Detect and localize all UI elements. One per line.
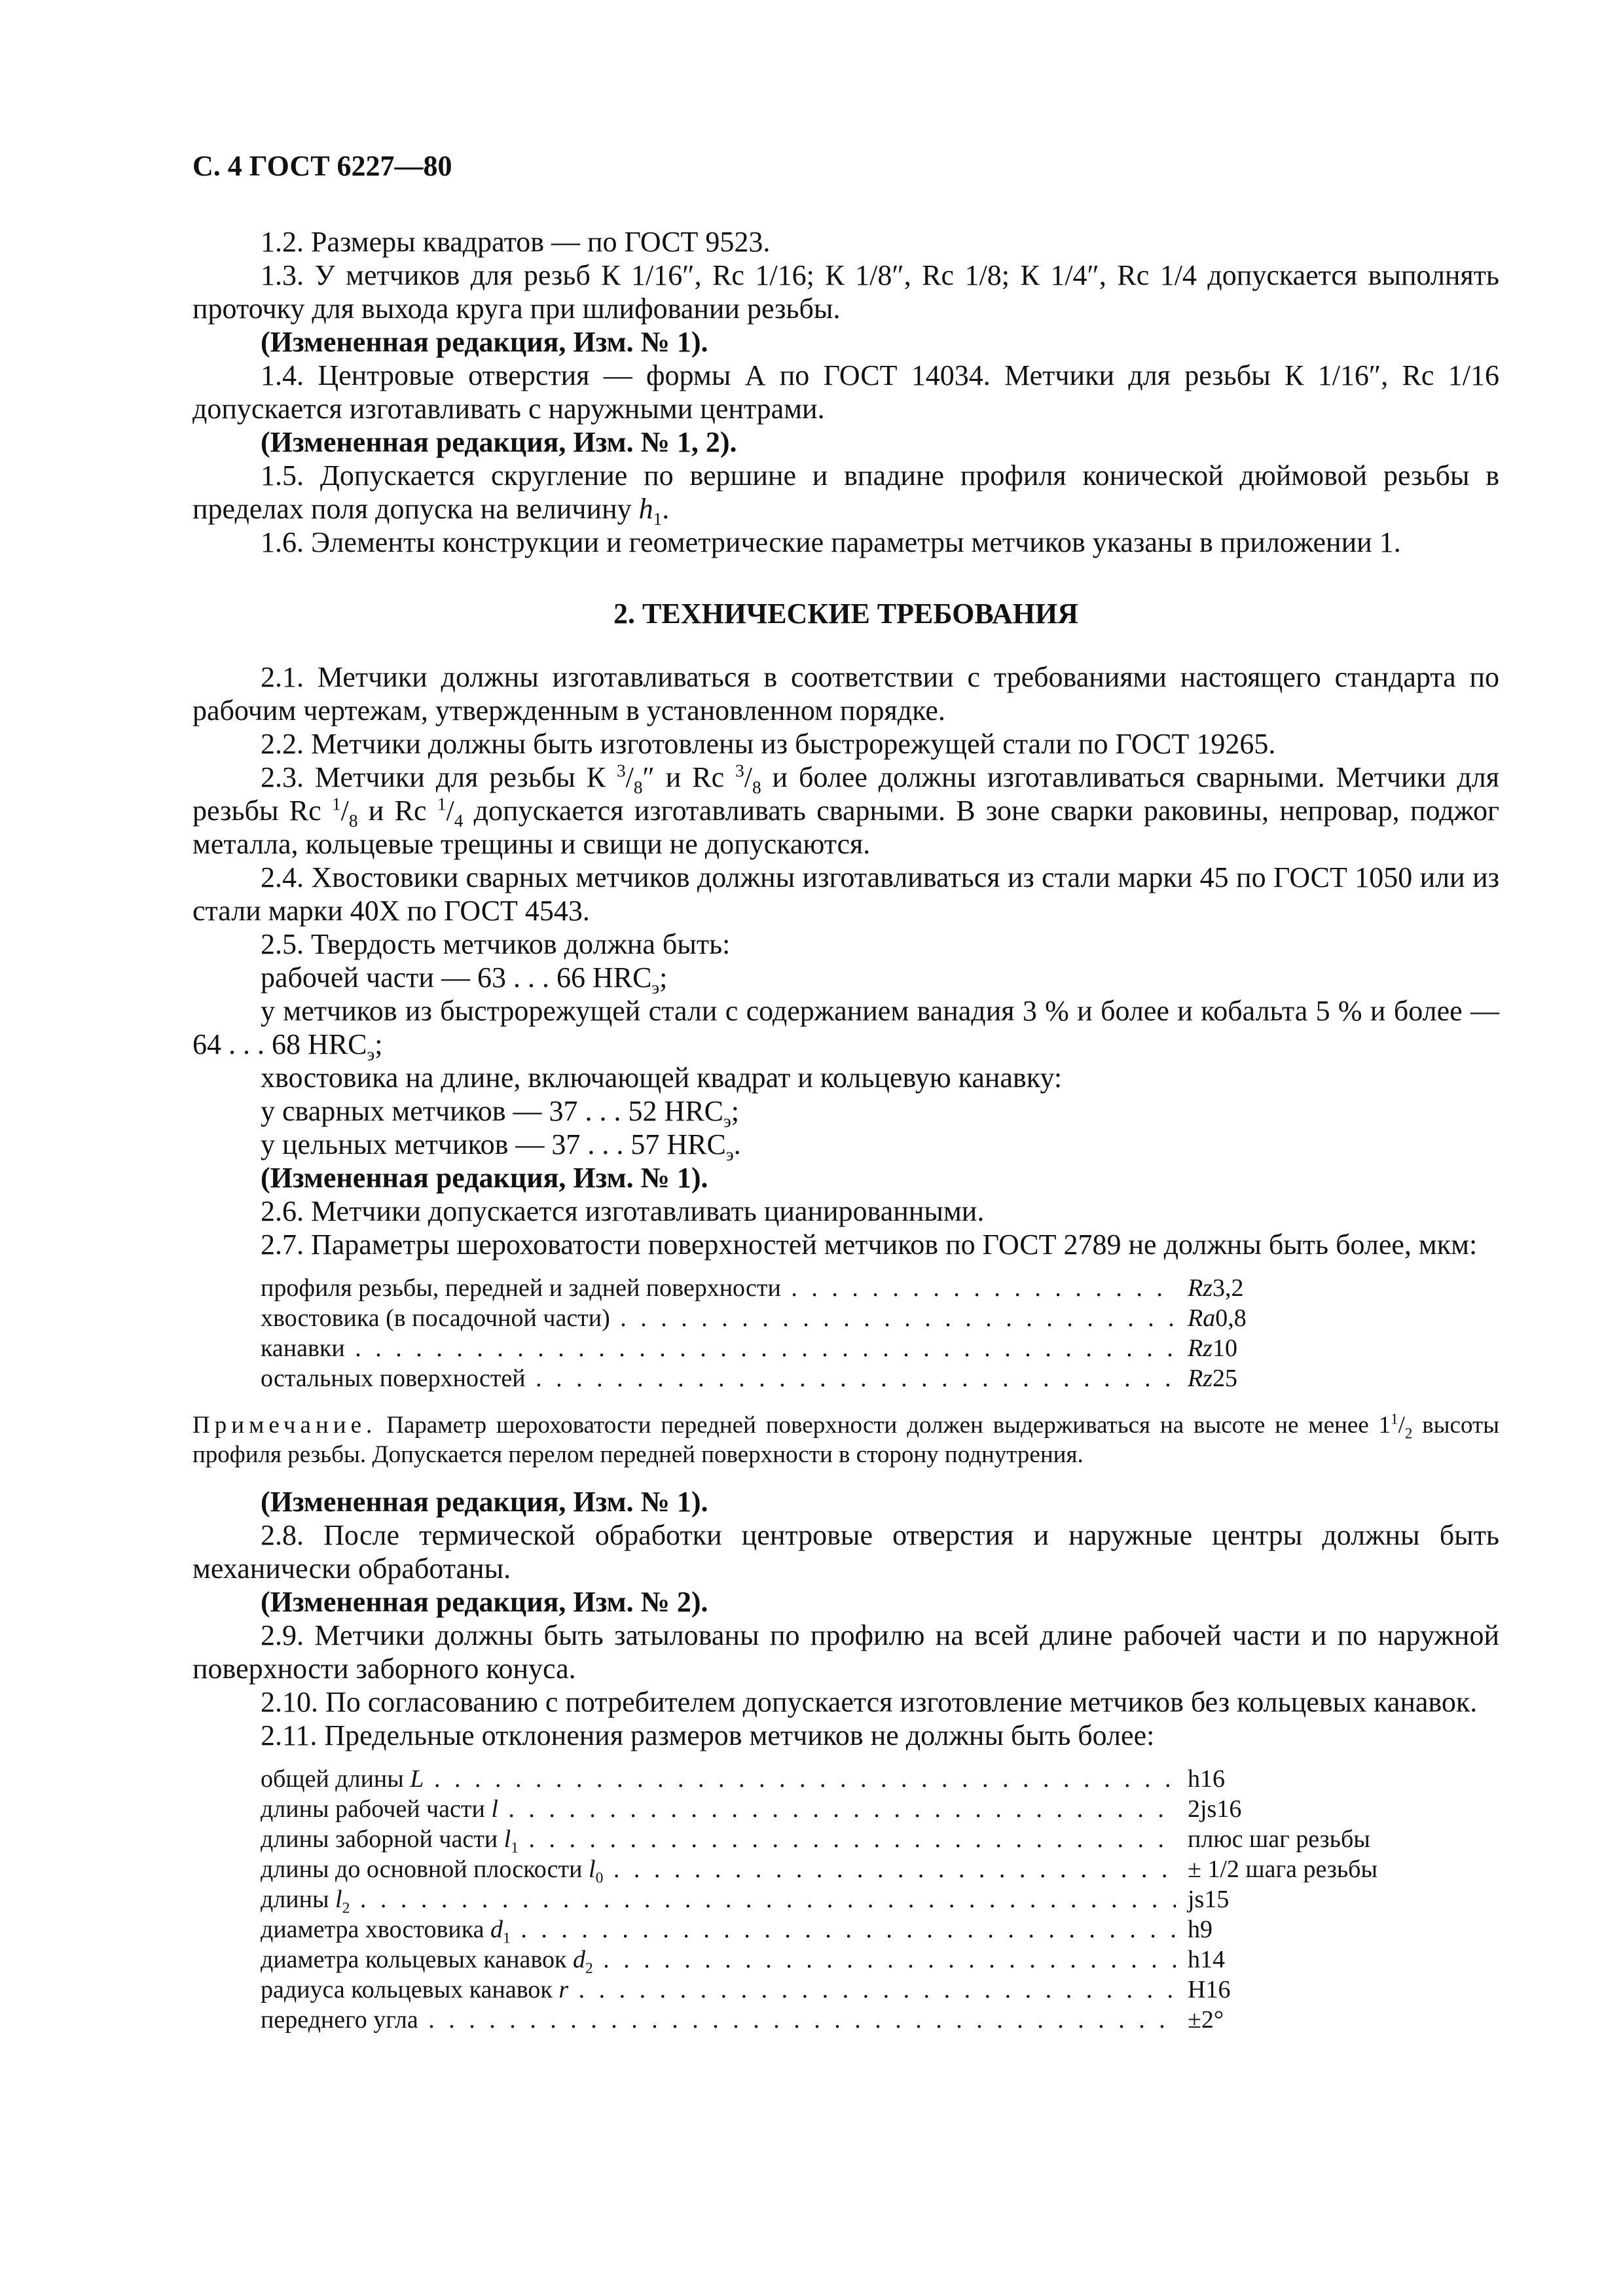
roughness-row: канавки . . . Rz10 [261, 1333, 1499, 1363]
deviation-row: диаметра хвостовика $d_1$ . . . h9 [261, 1914, 1499, 1945]
paragraph-2-7: 2.7. Параметры шероховатости поверхностей метчиков по ГОСТ 2789 не должны быть более, мкм: [261, 1229, 1478, 1261]
amendment-note: (Измененная редакция, Изм. № 1). [261, 1486, 708, 1518]
paragraph-2-2: 2.2. Метчики должны быть изготовлены из быстрорежущей стали по ГОСТ 19265. [261, 728, 1276, 760]
deviation-row: длины до основной плоскости $l_0$ . . . ± 1/2 шага резьбы [261, 1854, 1499, 1884]
hardness-working-part: рабочей части — 63 . . . 66 $HRC_э$; [261, 961, 668, 997]
paragraph-2-5: 2.5. Твердость метчиков должна быть: [261, 928, 731, 960]
roughness-list [261, 1273, 1499, 1393]
hardness-welded: у сварных метчиков — 37 . . . 52 $HRC_э$; [261, 1095, 739, 1131]
paragraph-1-5: 1.5. Допускается скругление по вершине и впадине профиля конической дюймовой резьбы в пределах поля допуска на величину $h_1$. [192, 459, 1499, 529]
paragraph-2-1: 2.1. Метчики должны изготавливаться в соответствии с требованиями настоящего стандарта по рабочим чертежам, утвержденным в установленном порядке. [192, 661, 1499, 726]
paragraph-2-10: 2.10. По согласованию с потребителем допускается изготовление метчиков без кольцевых канавок. [261, 1686, 1478, 1718]
paragraph-2-11: 2.11. Предельные отклонения размеров метчиков не должны быть более: [261, 1719, 1155, 1751]
section-heading: 2. ТЕХНИЧЕСКИЕ ТРЕБОВАНИЯ [613, 598, 1078, 630]
paragraph-2-4: 2.4. Хвостовики сварных метчиков должны изготавливаться из стали марки 45 по ГОСТ 1050 или из стали марки 40Х по ГОСТ 4543. [192, 861, 1499, 927]
paragraph-1-2: 1.2. Размеры квадратов — по ГОСТ 9523. [261, 226, 771, 258]
amendment-note: (Измененная редакция, Изм. № 1). [261, 326, 708, 358]
note: Примечание. Параметр шероховатости передней поверхности должен выдерживаться на высоте не менее $1^1/_2$ высоты профиля резьбы. Допускается перелом передней поверхности в сторону поднутрения. [192, 1410, 1499, 1468]
deviation-list [261, 1764, 1499, 2035]
roughness-row: хвостовика (в посадочной части) . . . Ra0,8 [261, 1303, 1499, 1333]
deviation-row: длины $l_2$ . . . js15 [261, 1884, 1499, 1914]
paragraph-1-4: 1.4. Центровые отверстия — формы А по ГОСТ 14034. Метчики для резьбы К 1/16″, Rc 1/16 допускается изготавливать с наружными центрами. [192, 359, 1499, 425]
amendment-note: (Измененная редакция, Изм. № 2). [261, 1586, 708, 1618]
paragraph-2-9: 2.9. Метчики должны быть затылованы по профилю на всей длине рабочей части и по наружной поверхности заборного конуса. [192, 1619, 1499, 1685]
paragraph-1-6: 1.6. Элементы конструкции и геометрические параметры метчиков указаны в приложении 1. [261, 526, 1401, 558]
roughness-row: остальных поверхностей . . . Rz25 [261, 1363, 1499, 1393]
deviation-row: переднего угла . . . ±2° [261, 2005, 1499, 2035]
amendment-note: (Измененная редакция, Изм. № 1, 2). [261, 426, 737, 458]
deviation-row: диаметра кольцевых канавок $d_2$ . . . h14 [261, 1945, 1499, 1975]
paragraph-2-6: 2.6. Метчики допускается изготавливать цианированными. [261, 1195, 985, 1227]
deviation-row: радиуса кольцевых канавок r . . . H16 [261, 1975, 1499, 2005]
hardness-hss: у метчиков из быстрорежущей стали с содержанием ванадия 3 % и более и кобальта 5 % и более — 64 . . . 68 $HRC_э$; [192, 995, 1499, 1064]
document-body [192, 225, 1499, 2035]
roughness-row: профиля резьбы, передней и задней поверхности . . . Rz3,2 [261, 1273, 1499, 1303]
amendment-note: (Измененная редакция, Изм. № 1). [261, 1162, 708, 1194]
deviation-row: длины рабочей части l . . . 2js16 [261, 1794, 1499, 1824]
paragraph-2-3: 2.3. Метчики для резьбы К $^3/_8''$ и Rc $^3/_8$ и более должны изготавливаться сварными. Метчики для резьбы Rc $^1/_8$ и Rc $^1/_4$ допускается изготавливать сварными. В зоне сварки раковины, непровар, поджог металла, кольцевые трещины и свищи не допускаются. [192, 761, 1500, 860]
hardness-solid: у цельных метчиков — 37 . . . 57 $HRC_э$. [261, 1128, 741, 1164]
page-header: С. 4 ГОСТ 6227—80 [192, 150, 452, 182]
hardness-shank: хвостовика на длине, включающей квадрат и кольцевую канавку: [261, 1062, 1063, 1094]
paragraph-1-3: 1.3. У метчиков для резьб К 1/16″, Rc 1/16; К 1/8″, Rc 1/8; К 1/4″, Rc 1/4 допускается выполнять проточку для выхода круга при шлифовании резьбы. [192, 259, 1499, 325]
deviation-row: общей длины L . . . h16 [261, 1764, 1499, 1794]
deviation-row: длины заборной части $l_1$ . . . плюс шаг резьбы [261, 1824, 1499, 1854]
paragraph-2-8: 2.8. После термической обработки центровые отверстия и наружные центры должны быть механически обработаны. [192, 1519, 1499, 1585]
